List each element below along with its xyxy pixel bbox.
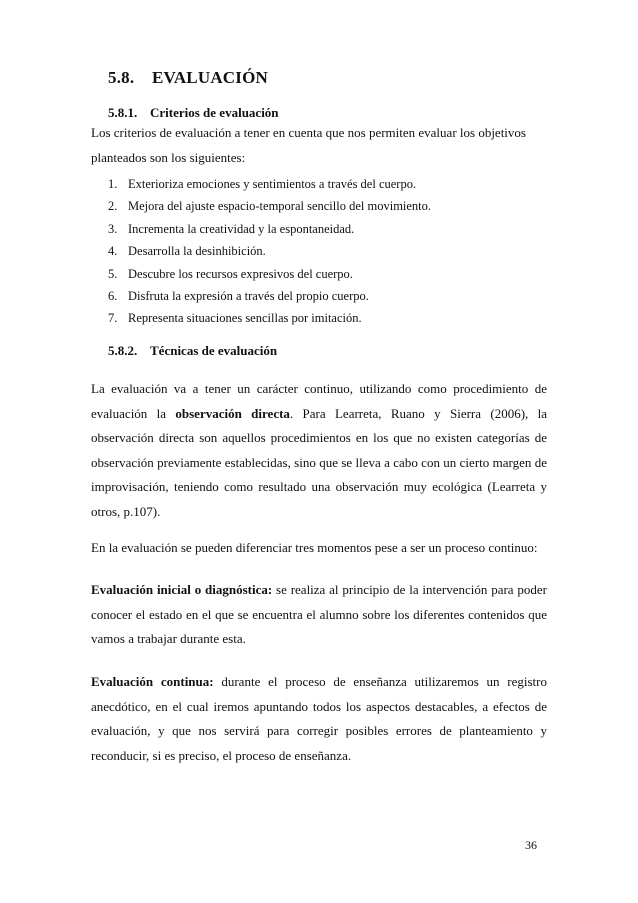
subsection-heading-techniques	[108, 343, 277, 359]
list-item: 7. Representa situaciones sencillas por imitación.	[108, 311, 362, 326]
paragraph-continuous-evaluation: Evaluación continua: durante el proceso de enseñanza utilizaremos un registro anecdótico, en el cual iremos apuntando todos los aspectos destacables, a efectos de evaluación, y que nos servirá para corregir posibles errores de planteamiento y reconducir, si es preciso, el proceso de enseñanza.	[91, 674, 547, 763]
paragraph-initial-evaluation: Evaluación inicial o diagnóstica: se realiza al principio de la intervención para poder conocer el estado en el que se encuentra el alumno sobre los diferentes contenidos que vamos a trabajar durante esta.	[91, 582, 547, 646]
section-number: 5.8.	[108, 68, 135, 87]
paragraph-moments: En la evaluación se pueden diferenciar tres momentos pese a ser un proceso continuo:	[91, 540, 538, 555]
subsection-title: Criterios de evaluación	[150, 105, 279, 120]
list-item: 6. Disfruta la expresión a través del propio cuerpo.	[108, 288, 369, 303]
list-item: 2. Mejora del ajuste espacio-temporal sencillo del movimiento.	[108, 199, 432, 214]
subsection-heading-criteria	[108, 105, 279, 121]
bold-term: observación directa	[175, 405, 290, 421]
intro-paragraph: Los criterios de evaluación a tener en cuenta que nos permiten evaluar los objetivos planteados son los siguientes:	[91, 125, 526, 165]
subsection-number: 5.8.2.	[108, 343, 138, 358]
list-item: 4. Desarrolla la desinhibición.	[108, 244, 266, 259]
bold-term: Evaluación continua:	[91, 674, 214, 689]
section-heading	[108, 68, 268, 88]
criteria-list	[108, 173, 431, 330]
bold-term: Evaluación inicial o diagnóstica:	[91, 582, 273, 597]
list-item: 1. Exterioriza emociones y sentimientos a través del cuerpo.	[108, 177, 417, 191]
page-number: 36	[525, 838, 537, 852]
list-item: 5. Descubre los recursos expresivos del cuerpo.	[108, 266, 353, 281]
subsection-number: 5.8.1.	[108, 105, 138, 120]
list-item: 3. Incrementa la creatividad y la espontaneidad.	[108, 221, 355, 236]
paragraph-observation: La evaluación va a tener un carácter continuo, utilizando como procedimiento de evaluación la observación directa. Para Learreta, Ruano y Sierra (2006), la observación directa son aquellos procedimientos en los que no existen categorías de observación previamente establecidas, sino que se lleva a cabo con un cierto margen de improvisación, teniendo como resultado una observación muy ecológica (Learreta y otros, p.107).	[91, 381, 548, 519]
subsection-title: Técnicas de evaluación	[150, 343, 278, 358]
section-title: EVALUACIÓN	[152, 68, 268, 87]
